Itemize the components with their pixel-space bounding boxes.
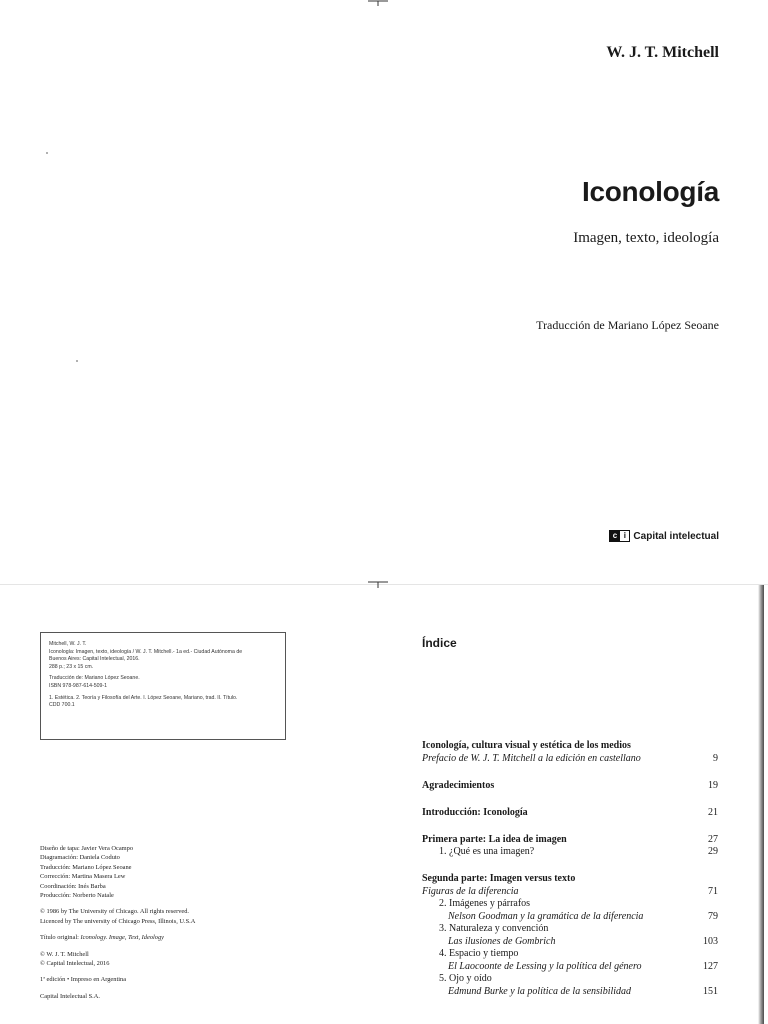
toc-page-number: 9 (713, 752, 718, 764)
rights-line: Licenced by The university of Chicago Press, Illinois, U.S.A (40, 917, 196, 925)
credit-line: Diseño de tapa: Javier Vera Ocampo (40, 845, 134, 852)
toc-entry (422, 846, 718, 859)
crop-mark-icon (368, 580, 388, 588)
toc-page-number: 27 (708, 833, 718, 845)
toc-entry-title: 4. Espacio y tiempo (439, 948, 519, 959)
toc-entry-title: 3. Naturaleza y convención (439, 923, 549, 934)
toc-entry-title: Segunda parte: Imagen versus texto (422, 873, 576, 884)
toc-entry (422, 948, 718, 961)
edition-line: 1ª edición • Impreso en Argentina (40, 976, 127, 984)
index-heading: Índice (422, 636, 457, 650)
scan-speck (76, 360, 78, 362)
catalog-paragraph (49, 675, 279, 690)
toc-page-number: 19 (708, 779, 718, 791)
toc-entry (422, 834, 718, 847)
toc-entry (422, 873, 718, 886)
toc-page-number: 127 (703, 960, 718, 972)
catalog-line: Buenos Aires: Capital Intelectual, 2016. (49, 656, 140, 663)
toc-entry (422, 986, 718, 999)
original-title (40, 933, 195, 942)
toc-page-number: 103 (703, 935, 718, 947)
catalog-line: 1. Estética. 2. Teoría y Filosofía del Arte. I. López Seoane, Mariano, trad. II. Título. (49, 694, 238, 701)
catalog-line: Mitchell, W. J. T. (49, 641, 87, 647)
publisher-legal-name: Capital Intelectual S.A. (40, 992, 100, 1000)
catalog-line: CDD 700.1 (49, 702, 75, 709)
rights-line: © 1986 by The University of Chicago. All rights reserved. (40, 908, 190, 916)
toc-entry (422, 807, 718, 820)
toc-entry (422, 753, 718, 766)
crop-mark-icon (368, 0, 388, 6)
logo-letter-c: c (610, 531, 619, 541)
toc-entry (422, 911, 718, 924)
copyright-line: © Capital Intelectual, 2016 (40, 960, 110, 968)
catalog-line: ISBN 978-987-614-509-1 (49, 682, 107, 689)
catalog-line: Iconología: Imagen, texto, ideología / W. J. T. Mitchell.- 1a ed.- Ciudad Autónoma de (49, 648, 243, 655)
toc-entry-title: Figuras de la diferencia (422, 885, 519, 897)
toc-gap (422, 765, 718, 780)
toc-entry-title: Edmund Burke y la política de la sensibilidad (448, 985, 632, 997)
toc-page-number: 21 (708, 806, 718, 818)
original-title-label: Título original: (40, 934, 81, 942)
toc-entry-title: Las ilusiones de Gombrich (448, 935, 556, 947)
credit-line: Diagramación: Daniela Coduto (40, 854, 120, 862)
toc-page-number: 29 (708, 846, 718, 857)
toc-entry-title: Introducción: Iconología (422, 806, 528, 818)
toc-page-number: 151 (703, 985, 718, 997)
toc-entry-title: El Laocoonte de Lessing y la política del género (448, 960, 642, 972)
catalog-line: Traducción de: Mariano López Seoane. (49, 675, 140, 682)
toc-entry-title: Prefacio de W. J. T. Mitchell a la edición en castellano (422, 752, 641, 764)
publisher-imprint (609, 530, 719, 542)
toc-page-number: 71 (708, 885, 718, 897)
scan-speck (46, 152, 48, 154)
logo-letter-i: i (619, 531, 629, 541)
scan-edge-shadow (758, 585, 764, 1024)
toc-page-number: 79 (708, 910, 718, 922)
toc-entry (422, 973, 718, 986)
toc-entry-title: Primera parte: La idea de imagen (422, 833, 567, 845)
catalog-record (40, 632, 286, 740)
toc-entry (422, 898, 718, 911)
credit-line: Corrección: Martina Masera Lew (40, 873, 126, 881)
staff-credits (40, 844, 195, 900)
toc-entry (422, 780, 718, 793)
toc-entry (422, 923, 718, 936)
author-name: W. J. T. Mitchell (606, 44, 719, 61)
toc-entry (422, 886, 718, 899)
catalog-paragraph (49, 641, 279, 671)
toc-entry-title: 5. Ojo y oído (439, 973, 492, 984)
rights-notice (40, 907, 195, 926)
copyright-line: © W. J. T. Mitchell (40, 950, 89, 958)
toc-entry-title: 1. ¿Qué es una imagen? (439, 846, 535, 857)
toc-gap (422, 819, 718, 834)
catalog-paragraph (49, 695, 279, 710)
toc-entry-title: Nelson Goodman y la gramática de la diferencia (448, 910, 644, 922)
toc-entry (422, 936, 718, 949)
credits-block (40, 844, 195, 1008)
copyright-notice (40, 950, 195, 969)
toc-entry (422, 961, 718, 974)
toc-gap (422, 859, 718, 874)
publisher-name: Capital intelectual (633, 530, 719, 542)
book-subtitle: Imagen, texto, ideología (573, 230, 719, 246)
credit-line: Traducción: Mariano López Seoane (40, 863, 132, 871)
toc-entry-title: 2. Imágenes y párrafos (439, 898, 531, 909)
catalog-line: 288 p.; 23 x 15 cm. (49, 663, 94, 670)
toc-entry-title: Agradecimientos (422, 779, 495, 791)
toc-gap (422, 792, 718, 807)
toc-entry (422, 740, 718, 753)
credit-line: Coordinación: Inés Barba (40, 882, 106, 890)
toc-entry-title: Iconología, cultura visual y estética de los medios (422, 740, 631, 751)
table-of-contents (422, 740, 718, 998)
book-title: Iconología (581, 176, 719, 207)
original-title-value: Iconology. Image, Text, Ideology (80, 934, 165, 942)
credit-line: Producción: Norberto Natale (40, 892, 114, 900)
translation-credit: Traducción de Mariano López Seoane (536, 318, 719, 332)
publisher-logo-icon (609, 530, 630, 542)
